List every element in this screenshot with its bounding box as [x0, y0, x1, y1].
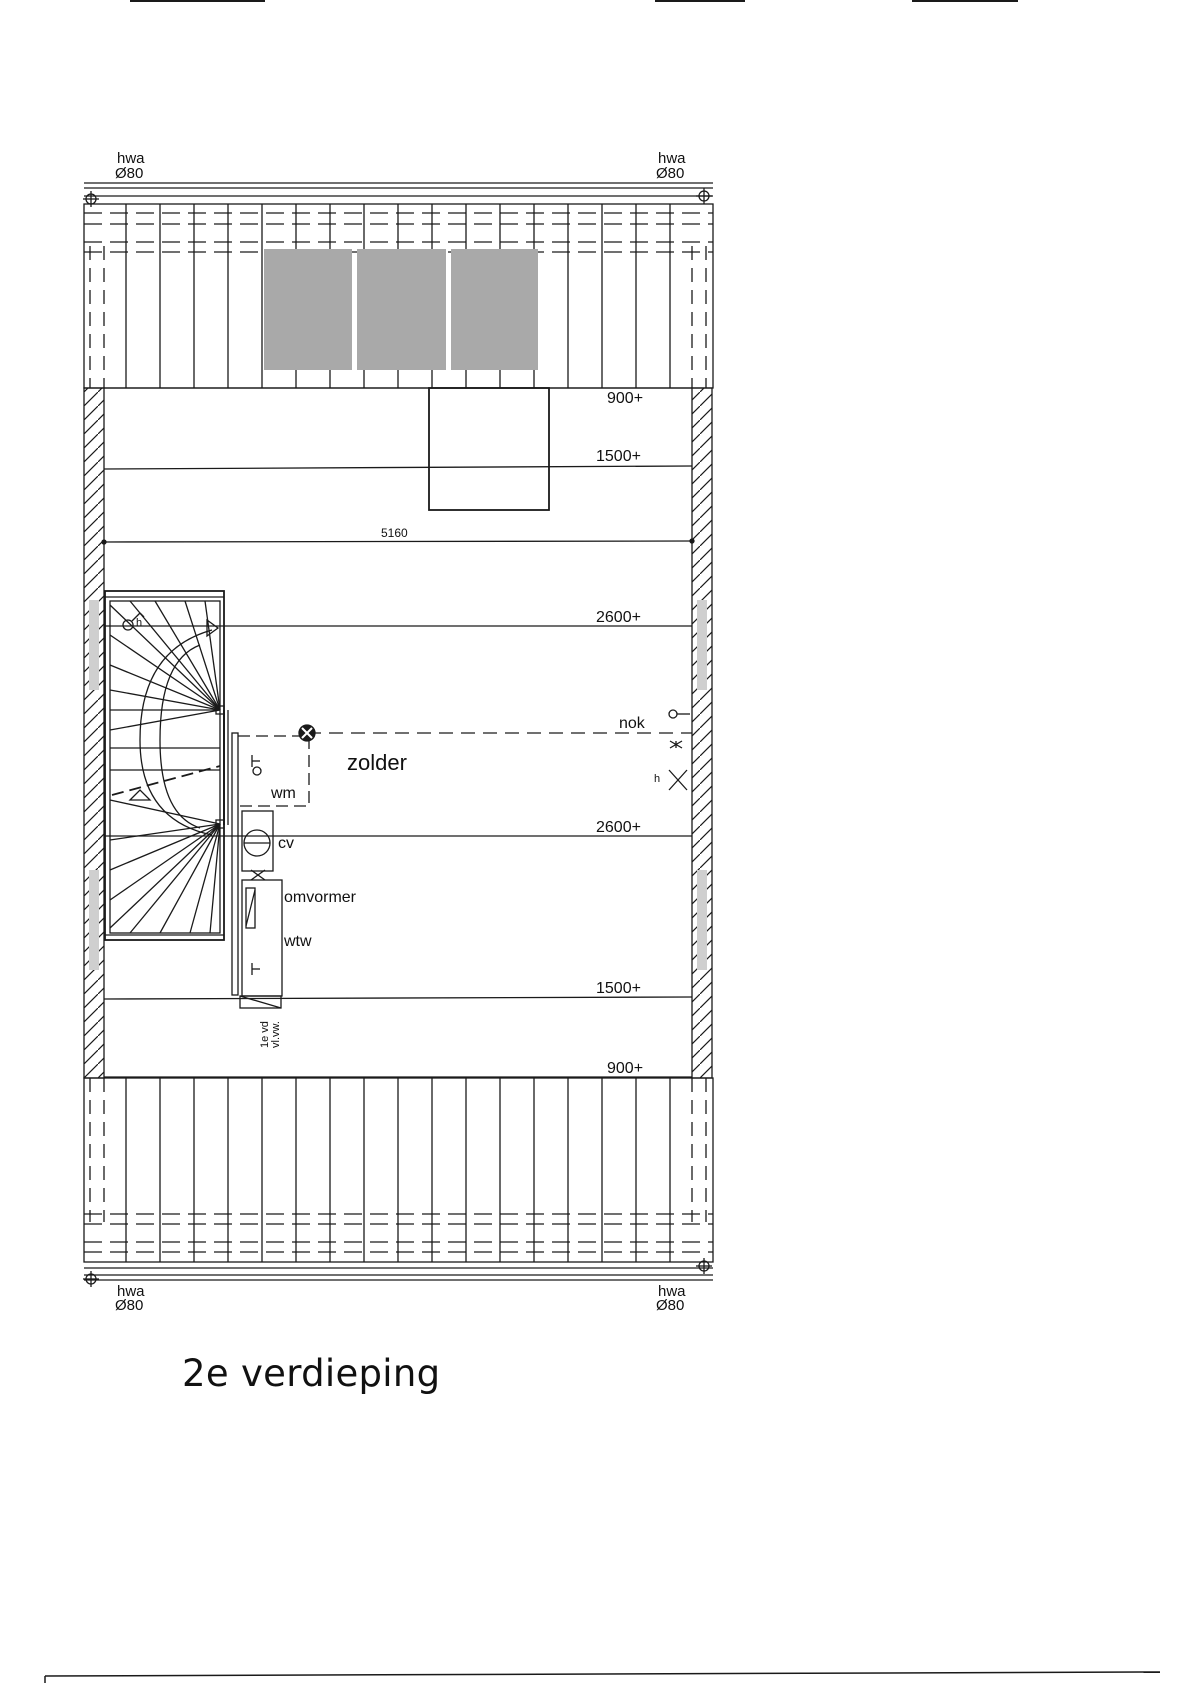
frame-bottom-line [45, 1672, 1160, 1676]
drain-label-top-left-line1: hwa [117, 150, 145, 167]
drain-label-bottom-right-line2: Ø80 [656, 1297, 685, 1314]
height-label-1500-top: 1500+ [596, 448, 641, 465]
height-line-1500-top [104, 466, 692, 469]
wall-insulation [89, 870, 99, 970]
solar-panel [451, 249, 538, 370]
wall-left [84, 388, 104, 1078]
height-label-2600-bottom: 2600+ [596, 819, 641, 836]
wall-insulation [697, 870, 707, 970]
drain-label-top-right-line1: hwa [658, 150, 686, 167]
stair-tread [110, 635, 220, 710]
roof-hatch [429, 388, 549, 510]
drain-label-bottom-left-line1: hwa [117, 1283, 145, 1300]
gutter-top [84, 183, 713, 196]
height-label-900-top: 900+ [607, 390, 644, 407]
washing-machine-label: wm [271, 785, 296, 802]
wall-insulation [89, 600, 99, 690]
boiler-label: cv [278, 835, 294, 852]
drawing-title: 2e verdieping [182, 1352, 441, 1395]
drain-label-bottom-right-line1: hwa [658, 1283, 686, 1300]
stair-tread [110, 710, 220, 730]
height-label-900-bottom: 900+ [607, 1060, 644, 1077]
height-line-1500-bottom [104, 997, 692, 999]
wall-insulation [697, 600, 707, 690]
gutter-bottom [84, 1268, 713, 1280]
height-label-1500-bottom: 1500+ [596, 980, 641, 997]
stair-tread [110, 800, 220, 824]
heat-recovery-label: wtw [284, 933, 312, 950]
drain-label-bottom-left-line2: Ø80 [115, 1297, 144, 1314]
switch-label-right: h [654, 773, 661, 785]
technical-shaft [232, 733, 282, 1008]
solar-panel [264, 249, 352, 370]
drain-label-top-left-line2: Ø80 [115, 165, 144, 182]
downspout-bottom-left [83, 1271, 99, 1287]
wall-right [692, 388, 712, 1078]
wall-fixture-right [669, 710, 690, 790]
roof-section-bottom [84, 1078, 713, 1262]
downspout-top-right [696, 188, 712, 204]
stair-tread [110, 824, 220, 870]
stair-tread [110, 824, 220, 928]
height-label-2600-top: 2600+ [596, 609, 641, 626]
stair-tread [110, 824, 220, 840]
width-dimension-label: 5160 [381, 526, 408, 540]
room-label: zolder [347, 750, 407, 775]
solar-panel [357, 249, 446, 370]
downspout-bottom-right [696, 1258, 712, 1274]
inverter-label: omvormer [284, 889, 357, 906]
stair-tread [130, 824, 220, 933]
fire-escape-label-line1: 1e vd [259, 1021, 271, 1048]
fire-escape-label-line2: vl.vw. [270, 1021, 282, 1048]
switch-label-stair: h [136, 617, 143, 629]
ridge-label: nok [619, 715, 645, 732]
drain-label-top-right-line2: Ø80 [656, 165, 685, 182]
staircase [105, 591, 228, 940]
